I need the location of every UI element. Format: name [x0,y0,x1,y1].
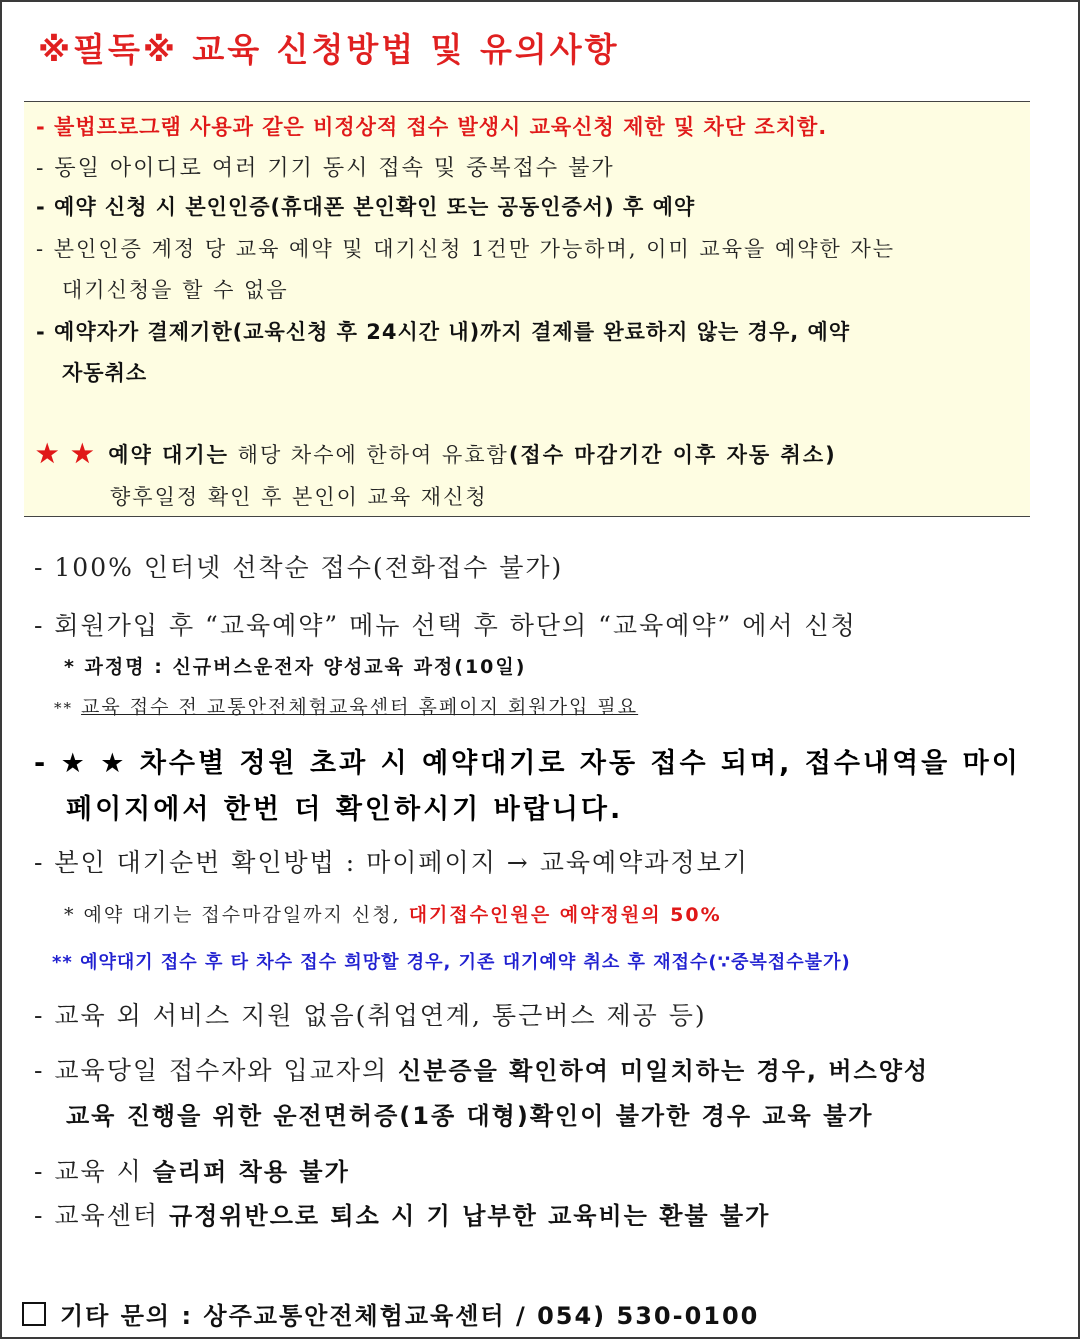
wait-label: 예약 대기는 [108,443,229,467]
wait-cancel-text: (접수 마감기간 이후 자동 취소) [508,443,837,467]
item-internet-first-come: - 100% 인터넷 선착순 접수(전화접수 불가) [34,553,564,582]
contact-text: 기타 문의 : 상주교통안전체험교육센터 / 054) 530-0100 [60,1302,760,1330]
item-id-check: - 교육당일 접수자와 입교자의 신분증을 확인하여 미일치하는 경우, 버스양성 [34,1056,930,1085]
wait-capacity-highlight: 대기접수인원은 예약정원의 50% [408,904,722,926]
notice-line-one-reservation-cont: 대기신청을 할 수 없음 [62,278,289,302]
notice-line-illegal-program: - 불법프로그램 사용과 같은 비정상적 접수 발생시 교육신청 제한 및 차단 조치함. [36,115,828,139]
notice-star-line [36,439,837,469]
item-capacity-wait: - ★ ★ 차수별 정원 초과 시 예약대기로 자동 접수 되며, 접수내역을 마이 [34,748,1021,779]
item-course-name: * 과정명 : 신규버스운전자 양성교육 과정(10일) [64,656,527,678]
wait-text: 해당 차수에 한하여 유효함 [237,443,509,467]
item-capacity-wait-cont: 페이지에서 한번 더 확인하시기 바랍니다. [66,794,624,825]
item-wait-note: * 예약 대기는 접수마감일까지 신청, 대기접수인원은 예약정원의 50% [64,904,722,926]
checkbox-square-icon [22,1302,46,1326]
item-signup-reserve: - 회원가입 후 “교육예약” 메뉴 선택 후 하단의 “교육예약” 에서 신청 [34,611,857,640]
notice-box [24,101,1030,517]
item-no-refund: - 교육센터 규정위반으로 퇴소 시 기 납부한 교육비는 환불 불가 [34,1201,771,1230]
item-no-slippers: - 교육 시 슬리퍼 착용 불가 [34,1157,350,1186]
item-signup-note: ** 교육 접수 전 교통안전체험교육센터 홈페이지 회원가입 필요 [54,696,639,718]
item-wait-number-check: - 본인 대기순번 확인방법 : 마이페이지 → 교육예약과정보기 [34,848,749,877]
notice-line-duplicate: - 동일 아이디로 여러 기기 동시 접속 및 중복접수 불가 [36,156,615,181]
page-title: ※필독※ 교육 신청방법 및 유의사항 [38,30,620,69]
star-icon: ★ ★ [36,439,96,468]
notice-line-payment: - 예약자가 결제기한(교육신청 후 24시간 내)까지 결제를 완료하지 않는 경우, 예약 [36,320,851,344]
notice-star-sub: 향후일정 확인 후 본인이 교육 재신청 [110,485,488,509]
item-no-extra-service: - 교육 외 서비스 지원 없음(취업연계, 통근버스 제공 등) [34,1001,707,1030]
notice-line-one-reservation: - 본인인증 계정 당 교육 예약 및 대기신청 1건만 가능하며, 이미 교육을 예약한 자는 [36,237,896,261]
notice-line-verification: - 예약 신청 시 본인인증(휴대폰 본인확인 또는 공동인증서) 후 예약 [36,195,696,219]
item-wait-rereserve-note: ** 예약대기 접수 후 타 차수 접수 희망할 경우, 기존 대기예약 취소 후 재접수(∵중복접수불가) [52,952,851,973]
contact-line [22,1296,759,1331]
item-id-check-cont: 교육 진행을 위한 운전면허증(1종 대형)확인이 불가한 경우 교육 불가 [66,1102,874,1130]
signup-note-text: 교육 접수 전 교통안전체험교육센터 홈페이지 회원가입 필요 [81,696,639,718]
notice-line-payment-cont: 자동취소 [62,361,148,385]
